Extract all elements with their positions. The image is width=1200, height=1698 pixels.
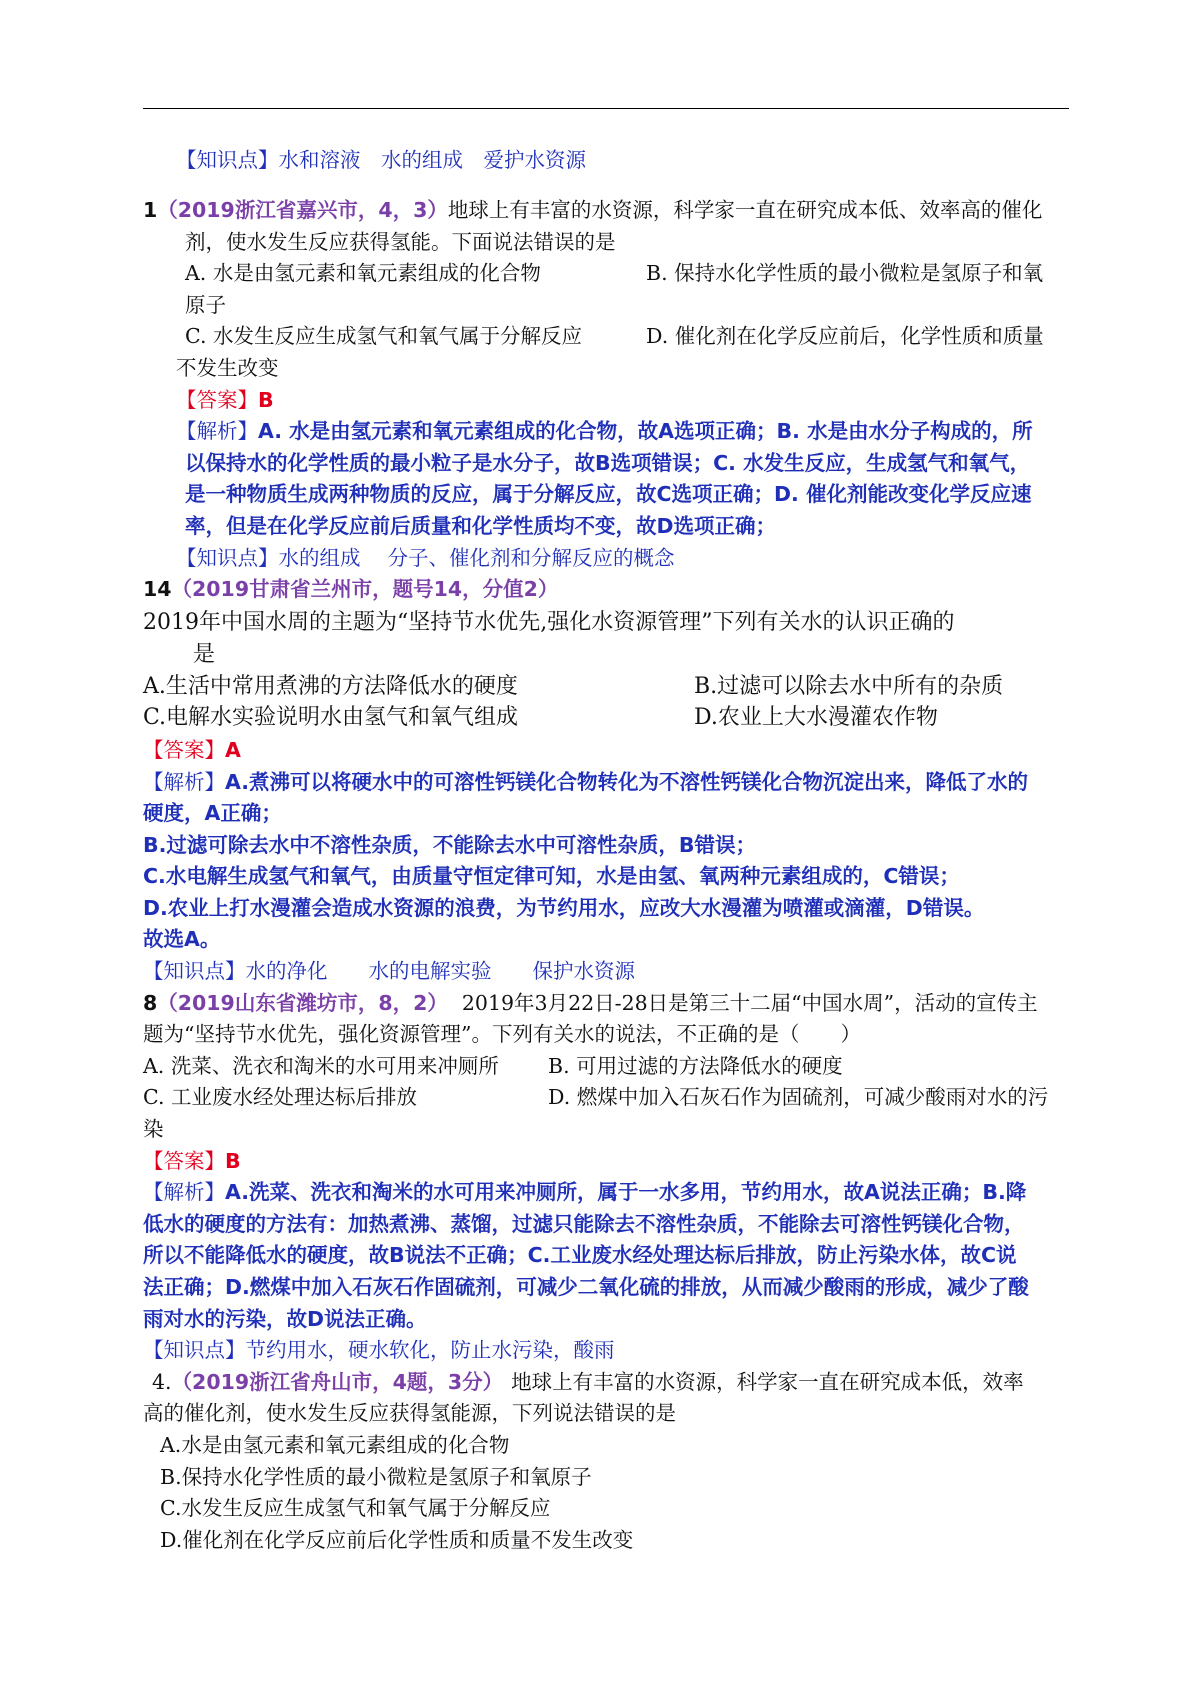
answer	[143, 1146, 241, 1176]
answer-label: 【答案】	[143, 1149, 225, 1173]
option-d: D.农业上大水漫灌农作物	[694, 705, 938, 730]
question-number: 4.	[152, 1370, 172, 1394]
option-d: D. 催化剂在化学反应前后，化学性质和质量	[646, 324, 1044, 348]
question-number: 14	[143, 577, 172, 601]
header-rule	[143, 108, 1069, 109]
question-text: 高的催化剂，使水发生反应获得氢能源，下列说法错误的是	[143, 1401, 676, 1425]
option-c: C. 水发生反应生成氢气和氧气属于分解反应	[185, 324, 582, 348]
kp-label: 【知识点】	[143, 959, 246, 983]
answer-label: 【答案】	[143, 738, 225, 762]
option-a: A.水是由氢元素和氧元素组成的化合物	[160, 1433, 510, 1457]
analysis-line: 以保持水的化学性质的最小粒子是水分子，故B选项错误；C. 水发生反应，生成氢气和氧气，	[185, 451, 1031, 475]
analysis-line	[143, 1177, 1026, 1207]
option-d: D.催化剂在化学反应前后化学性质和质量不发生改变	[160, 1528, 634, 1552]
kp-label: 【知识点】	[176, 546, 279, 570]
answer	[143, 735, 241, 765]
kp-label: 【知识点】	[176, 148, 279, 172]
answer-label: 【答案】	[176, 388, 258, 412]
analysis-text: A.洗菜、洗衣和淘米的水可用来冲厕所，属于一水多用，节约用水，故A说法正确；B.降	[225, 1180, 1027, 1204]
knowledge-point	[176, 543, 675, 573]
option-c: C. 工业废水经处理达标后排放	[143, 1085, 417, 1109]
analysis-label: 【解析】	[143, 1180, 225, 1204]
option-b: B.保持水化学性质的最小微粒是氢原子和氧原子	[160, 1465, 592, 1489]
question-source: （2019浙江省舟山市，4题，3分）	[171, 1370, 504, 1394]
analysis-line: D.农业上打水漫灌会造成水资源的浪费，为节约用水，应改大水漫灌为喷灌或滴灌，D错误。	[143, 896, 985, 920]
kp-text: 节约用水，硬水软化，防止水污染，酸雨	[245, 1338, 615, 1362]
option-d-continued: 不发生改变	[176, 356, 279, 380]
option-b: B. 保持水化学性质的最小微粒是氢原子和氧	[646, 261, 1044, 285]
question-4-stem	[152, 1367, 1024, 1397]
kp-text: 水的组成 分子、催化剂和分解反应的概念	[278, 546, 675, 570]
analysis-line: 是一种物质生成两种物质的反应，属于分解反应，故C选项正确；D. 催化剂能改变化学反应速	[185, 482, 1032, 506]
question-source: （2019浙江省嘉兴市，4，3）	[157, 198, 448, 222]
option-a: A. 水是由氢元素和氧元素组成的化合物	[185, 261, 541, 285]
analysis-label: 【解析】	[176, 419, 258, 443]
analysis-text: A.煮沸可以将硬水中的可溶性钙镁化合物转化为不溶性钙镁化合物沉淀出来，降低了水的	[225, 770, 1029, 794]
knowledge-point-header	[176, 145, 586, 175]
question-text: 剂，使水发生反应获得氢能。下面说法错误的是	[185, 230, 616, 254]
question-14-header	[143, 574, 558, 604]
analysis-line: 故选A。	[143, 927, 221, 951]
option-a: A. 洗菜、洗衣和淘米的水可用来冲厕所	[143, 1054, 499, 1078]
analysis-label: 【解析】	[143, 770, 225, 794]
option-c: C.水发生反应生成氢气和氧气属于分解反应	[160, 1496, 551, 1520]
option-c: C.电解水实验说明水由氢气和氧气组成	[143, 705, 519, 730]
option-b: B.过滤可以除去水中所有的杂质	[694, 674, 1004, 699]
answer-value: B	[225, 1149, 241, 1173]
question-source: （2019山东省潍坊市，8，2）	[157, 991, 448, 1015]
kp-text: 水和溶液 水的组成 爱护水资源	[278, 148, 586, 172]
knowledge-point	[143, 956, 635, 986]
analysis-line: 率，但是在化学反应前后质量和化学性质均不变，故D选项正确；	[185, 514, 777, 538]
question-number: 8	[143, 991, 158, 1015]
question-number: 1	[143, 198, 158, 222]
analysis-line: 法正确；D.燃煤中加入石灰石作固硫剂，可减少二氧化硫的排放，从而减少酸雨的形成，减少了酸	[143, 1275, 1029, 1299]
answer	[176, 385, 274, 415]
question-text: 题为“坚持节水优先，强化资源管理”。下列有关水的说法，不正确的是（ ）	[143, 1022, 861, 1046]
analysis-line: B.过滤可除去水中不溶性杂质，不能除去水中可溶性杂质，B错误；	[143, 833, 757, 857]
option-a: A.生活中常用煮沸的方法降低水的硬度	[143, 674, 518, 699]
answer-value: A	[225, 738, 241, 762]
option-d: D. 燃煤中加入石灰石作为固硫剂，可减少酸雨对水的污	[548, 1085, 1049, 1109]
question-8-stem	[143, 988, 1038, 1018]
analysis-line: 硬度，A正确；	[143, 801, 282, 825]
question-text: 地球上有丰富的水资源，科学家一直在研究成本低，效率	[511, 1370, 1024, 1394]
option-d-continued: 染	[143, 1117, 164, 1141]
analysis-line: C.水电解生成氢气和氧气，由质量守恒定律可知，水是由氢、氧两种元素组成的，C错误；	[143, 864, 960, 888]
analysis-line	[143, 767, 1028, 797]
analysis-text: A. 水是由氢元素和氧元素组成的化合物，故A选项正确；B. 水是由水分子构成的，所	[258, 419, 1033, 443]
knowledge-point	[143, 1335, 615, 1365]
option-b-continued: 原子	[185, 293, 226, 317]
question-text: 2019年中国水周的主题为“坚持节水优先,强化水资源管理”下列有关水的认识正确的	[143, 610, 955, 635]
question-text: 是	[193, 642, 216, 667]
kp-label: 【知识点】	[143, 1338, 246, 1362]
question-1-stem	[143, 195, 1042, 225]
analysis-line: 低水的硬度的方法有：加热煮沸、蒸馏，过滤只能除去不溶性杂质，不能除去可溶性钙镁化合物，	[143, 1212, 1025, 1236]
question-source: （2019甘肃省兰州市，题号14，分值2）	[171, 577, 559, 601]
question-text: 地球上有丰富的水资源，科学家一直在研究成本低、效率高的催化	[447, 198, 1043, 222]
analysis-line: 所以不能降低水的硬度，故B说法不正确；C.工业废水经处理达标后排放，防止污染水体，故C说	[143, 1243, 1017, 1267]
answer-value: B	[258, 388, 274, 412]
analysis-line	[176, 416, 1033, 446]
question-text: 2019年3月22日-28日是第三十二届“中国水周”，活动的宣传主	[461, 991, 1038, 1015]
analysis-line: 雨对水的污染，故D说法正确。	[143, 1307, 427, 1331]
kp-text: 水的净化 水的电解实验 保护水资源	[245, 959, 635, 983]
option-b: B. 可用过滤的方法降低水的硬度	[548, 1054, 843, 1078]
